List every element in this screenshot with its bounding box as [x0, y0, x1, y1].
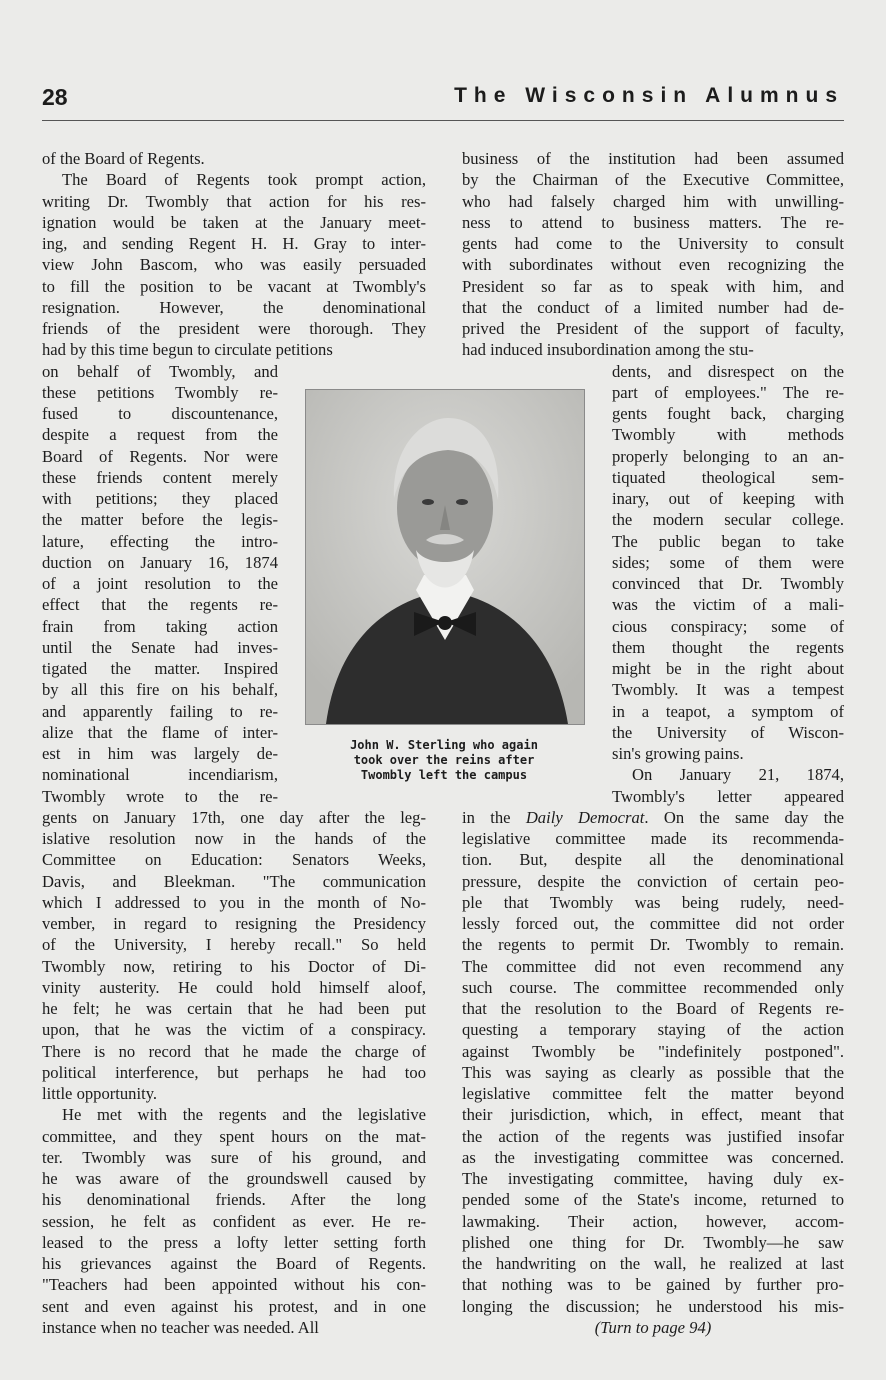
text-line: the modern secular college. [612, 510, 844, 530]
text-line: Board of Regents. Nor were [42, 446, 278, 466]
text-line: that nothing was to be gained by further pro- [462, 1275, 844, 1295]
text-line: Twombly wrote to the re- [42, 786, 278, 806]
text-line: questing a temporary staying of the action [462, 1020, 844, 1040]
text-line: writing Dr. Twombly that action for his res- [42, 191, 426, 211]
text-line: ignation would be taken at the January meet- [42, 212, 426, 232]
text-line: leased to the press a lofty letter setting forth [42, 1232, 426, 1252]
text-line: effect that the regents re- [42, 595, 278, 615]
portrait-illustration [306, 390, 584, 724]
text-line: The Board of Regents took prompt action, [62, 170, 426, 190]
text-line: Twombly now, retiring to his Doctor of Di- [42, 956, 426, 976]
text-line: Twombly with methods [612, 425, 844, 445]
text-line: the regents to permit Dr. Twombly to remain. [462, 935, 844, 955]
text-line: The public began to take [612, 531, 844, 551]
text-line: alize that the flame of inter- [42, 722, 278, 742]
text-line: them thought the regents [612, 637, 844, 657]
text-line: legislative committee felt the matter beyond [462, 1084, 844, 1103]
text-line: was the victim of a mali- [612, 595, 844, 615]
text-line: properly belonging to an an- [612, 446, 844, 466]
text-line: of the Board of Regents. [42, 149, 205, 168]
text-line: the University of Wiscon- [612, 722, 844, 742]
text-line: view John Bascom, who was easily persuaded [42, 255, 426, 275]
text-line: that the resolution to the Board of Regents re- [462, 999, 844, 1018]
text-line: he felt; he was certain that he had been put [42, 999, 426, 1018]
text-line: duction on January 16, 1874 [42, 552, 278, 572]
text-line: legislative committee made its recommenda- [462, 829, 844, 848]
text-line: The investigating committee, having duly ex- [462, 1169, 844, 1188]
text-line: might be in the right about [612, 659, 844, 678]
text-line: to fill the position to be vacant at Twombly's [42, 276, 426, 296]
text-line: nominational incendiarism, [42, 765, 278, 785]
text-line: his grievances against the Board of Regents. [42, 1254, 426, 1273]
text-line: in the Daily Democrat. On the same day the [462, 807, 844, 827]
text-line: that the conduct of a limited number had de- [462, 297, 844, 317]
text-line: the action of the regents was justified insofar [462, 1126, 844, 1146]
text-line: frain from taking action [42, 616, 278, 636]
text-line: had induced insubordination among the stu- [462, 340, 754, 360]
caption-line: Twombly left the campus [360, 768, 528, 782]
running-header [42, 84, 844, 118]
text-line: inary, out of keeping with [612, 489, 844, 508]
text-line: instance when no teacher was needed. All [42, 1317, 319, 1337]
text-line: by the Chairman of the Executive Committee, [462, 170, 844, 190]
text-line: tigated the matter. Inspired [42, 659, 278, 678]
page-number: 28 [42, 84, 68, 110]
text-line: cious conspiracy; some of [612, 616, 844, 636]
text-line: the matter before the legis- [42, 510, 278, 530]
text-line: in a teapot, a symptom of [612, 701, 844, 721]
text-line: these friends content merely [42, 467, 278, 487]
text-line: Twombly. It was a tempest [612, 680, 844, 700]
text-line: prived the President of the support of faculty, [462, 319, 844, 338]
text-line: resignation. However, the denominational [42, 297, 426, 317]
text-line: upon, that he was the victim of a conspiracy. [42, 1020, 426, 1040]
text-line: lawmaking. Their action, however, accom- [462, 1211, 844, 1231]
text-line: islative resolution now in the hands of the [42, 829, 426, 848]
text-line: There is no record that he made the charge of [42, 1041, 426, 1061]
text-line: (Turn to page 94) [594, 1317, 712, 1337]
text-line: he was aware of the groundswell caused by [42, 1169, 426, 1188]
text-line: their jurisdiction, which, in effect, meant that [462, 1105, 844, 1125]
text-line: longing the discussion; he understood his mis- [462, 1296, 844, 1316]
text-line: against Twombly be "indefinitely postponed". [462, 1041, 844, 1061]
text-line: gents on January 17th, one day after the leg- [42, 807, 426, 827]
text-line: gents had come to the University to consult [462, 234, 844, 253]
text-line: who had falsely charged him with unwilling- [462, 191, 844, 211]
text-line: Twombly's letter appeared [612, 786, 844, 806]
text-line: vinity austerity. He could hold himself aloof, [42, 977, 426, 997]
text-line: pressure, despite the conviction of certain peo- [462, 871, 844, 891]
text-line: ing, and sending Regent H. H. Gray to inter- [42, 234, 426, 253]
text-line: sin's growing pains. [612, 744, 744, 763]
text-line: lature, effecting the intro- [42, 531, 278, 551]
text-line: This was saying as clearly as possible that the [462, 1062, 844, 1082]
text-line: of a joint resolution to the [42, 574, 278, 593]
text-line: by all this fire on his behalf, [42, 680, 278, 700]
magazine-title: The Wisconsin Alumnus [454, 84, 844, 107]
text-line: little opportunity. [42, 1084, 158, 1103]
text-line: on behalf of Twombly, and [42, 361, 278, 381]
text-line: Committee on Education: Senators Weeks, [42, 850, 426, 870]
text-line: business of the institution had been assumed [462, 149, 844, 168]
text-line: tiquated theological sem- [612, 467, 844, 487]
text-line: part of employees." The re- [612, 382, 844, 402]
caption-line: John W. Sterling who again [350, 738, 538, 752]
photo-caption [305, 738, 583, 783]
text-line: He met with the regents and the legislative [62, 1105, 426, 1125]
text-line: dents, and disrespect on the [612, 361, 844, 381]
text-line: these petitions Twombly re- [42, 382, 278, 402]
text-line: with petitions; they placed [42, 489, 278, 508]
text-line: plished one thing for Dr. Twombly—he saw [462, 1232, 844, 1252]
text-line: sent and even against his protest, and in one [42, 1296, 426, 1316]
text-line: and apparently failing to re- [42, 701, 278, 721]
text-line: ple that Twombly was being rudely, need- [462, 892, 844, 912]
text-line: lessly forced out, the committee did not order [462, 914, 844, 933]
text-line: fused to discountenance, [42, 404, 278, 423]
text-line: convinced that Dr. Twombly [612, 574, 844, 593]
text-line: est in him was largely de- [42, 744, 278, 763]
portrait-photo [305, 389, 585, 725]
text-line: had by this time begun to circulate petitions [42, 340, 333, 360]
text-line: session, he felt as confident as ever. He re- [42, 1211, 426, 1231]
text-line: vember, in regard to resigning the Presidency [42, 914, 426, 933]
text-line: despite a request from the [42, 425, 278, 445]
text-line: which I addressed to you in the month of No- [42, 892, 426, 912]
text-line: his denominational friends. After the long [42, 1190, 426, 1210]
text-line: tion. But, despite all the denominational [462, 850, 844, 870]
text-line: until the Senate had inves- [42, 637, 278, 657]
text-line: of the University, I hereby recall." So held [42, 935, 426, 955]
text-line: committee, and they spent hours on the mat- [42, 1126, 426, 1146]
text-line: such course. The committee recommended only [462, 977, 844, 997]
text-line: "Teachers had been appointed without his con- [42, 1275, 426, 1295]
text-line: gents fought back, charging [612, 404, 844, 423]
text-line: pended some of the State's income, returned to [462, 1190, 844, 1210]
text-line: Davis, and Bleekman. "The communication [42, 871, 426, 891]
text-line: sides; some of them were [612, 552, 844, 572]
text-line: ter. Twombly was sure of his ground, and [42, 1147, 426, 1167]
text-line: The committee did not even recommend any [462, 956, 844, 976]
text-line: the handwriting on the wall, he realized at last [462, 1254, 844, 1273]
caption-line: took over the reins after [353, 753, 535, 767]
text-line: friends of the president were thorough. They [42, 319, 426, 338]
text-line: as the investigating committee was concerned. [462, 1147, 844, 1167]
text-line: political interference, but perhaps he had too [42, 1062, 426, 1082]
newspaper-name: Daily Democrat [525, 807, 645, 827]
header-rule [42, 120, 844, 121]
text-line: On January 21, 1874, [632, 765, 844, 785]
text-line: President so far as to speak with him, and [462, 276, 844, 296]
text-line: ness to attend to business matters. The re- [462, 212, 844, 232]
text-line: with subordinates without even recognizing the [462, 255, 844, 275]
